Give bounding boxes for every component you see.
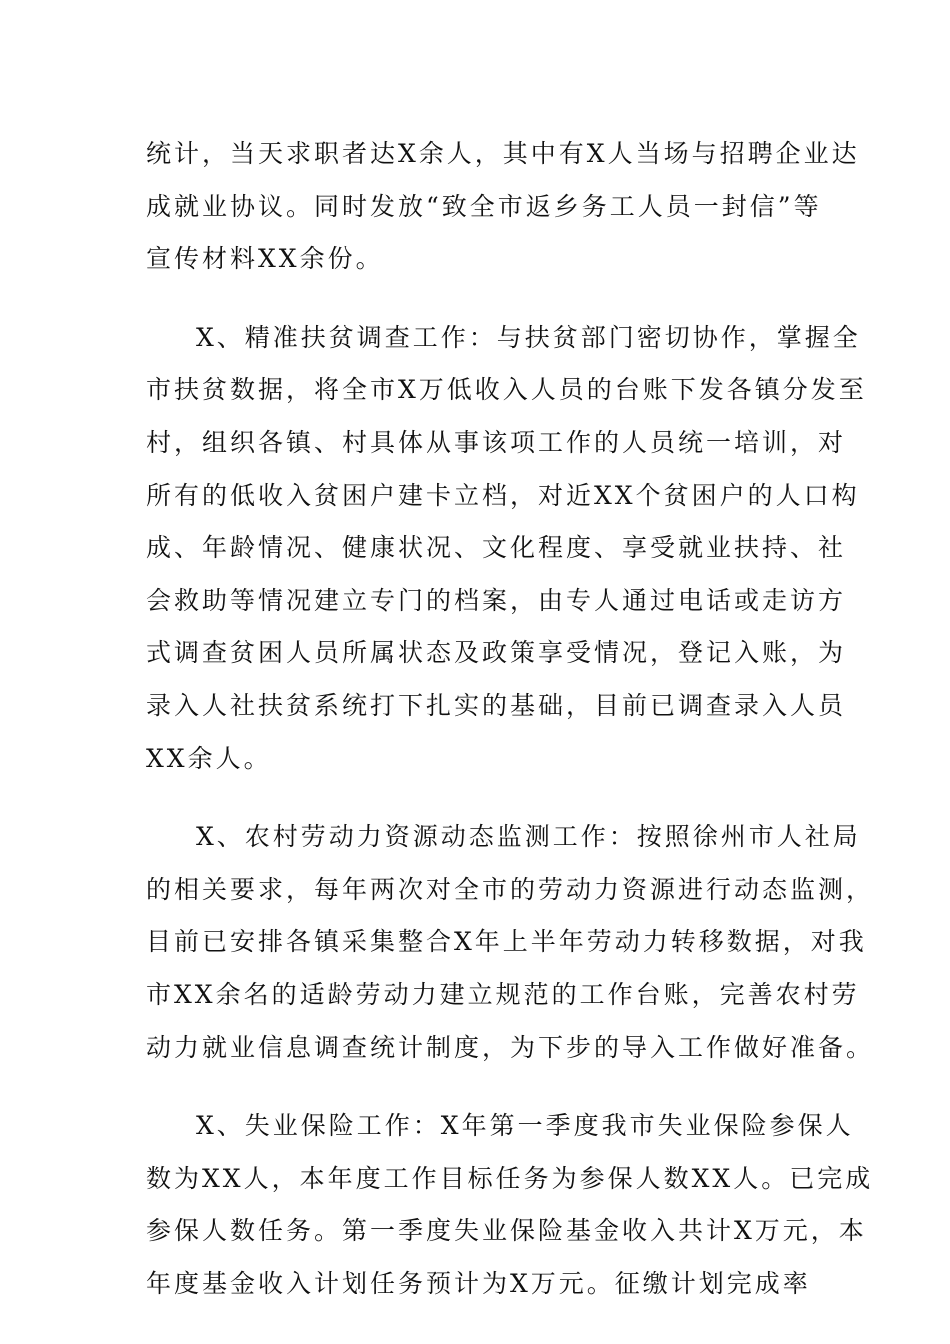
- text-line: 会救助等情况建立专门的档案，由专人通过电话或走访方: [146, 585, 847, 615]
- text-line: 年度基金收入计划任务预计为X万元。征缴计划完成率: [146, 1268, 811, 1298]
- paragraph-poverty-survey: [146, 312, 867, 785]
- paragraph-unemployment-insurance: [146, 1100, 874, 1310]
- text-line: 式调查贫困人员所属状态及政策享受情况，登记入账，为: [146, 638, 847, 668]
- text-line: 宣传材料XX余份。: [146, 244, 384, 274]
- text-line: 动力就业信息调查统计制度，为下步的导入工作做好准备。: [146, 1032, 875, 1062]
- text-line: 市XX余名的适龄劳动力建立规范的工作台账，完善农村劳: [146, 979, 860, 1009]
- text-line: XX余人。: [146, 743, 272, 773]
- text-line: 录入人社扶贫系统打下扎实的基础，目前已调查录入人员: [146, 690, 847, 720]
- text-line: 成就业协议。同时发放“致全市返乡务工人员一封信”等: [146, 191, 822, 221]
- text-line: X、农村劳动力资源动态监测工作：按照徐州市人社局: [196, 822, 861, 852]
- text-line: X、失业保险工作：X年第一季度我市失业保险参保人: [196, 1111, 854, 1141]
- paragraph-labor-monitoring: [146, 811, 875, 1074]
- text-line: 参保人数任务。第一季度失业保险基金收入共计X万元，本: [146, 1216, 867, 1246]
- text-line: 市扶贫数据，将全市X万低收入人员的台账下发各镇分发至: [146, 375, 867, 405]
- text-line: X、精准扶贫调查工作：与扶贫部门密切协作，掌握全: [196, 322, 861, 352]
- text-line: 村，组织各镇、村具体从事该项工作的人员统一培训，对: [146, 427, 847, 457]
- text-line: 所有的低收入贫困户建卡立档，对近XX个贫困户的人口构: [146, 480, 860, 510]
- text-line: 数为XX人，本年度工作目标任务为参保人数XX人。已完成: [146, 1163, 874, 1193]
- text-line: 统计，当天求职者达X余人，其中有X人当场与招聘企业达: [146, 139, 860, 168]
- document-body: [146, 128, 875, 1310]
- paragraph-recruitment-fair: [146, 128, 860, 286]
- text-line: 目前已安排各镇采集整合X年上半年劳动力转移数据，对我: [146, 927, 867, 957]
- text-line: 成、年龄情况、健康状况、文化程度、享受就业扶持、社: [146, 533, 847, 563]
- text-line: 的相关要求，每年两次对全市的劳动力资源进行动态监测，: [146, 874, 875, 904]
